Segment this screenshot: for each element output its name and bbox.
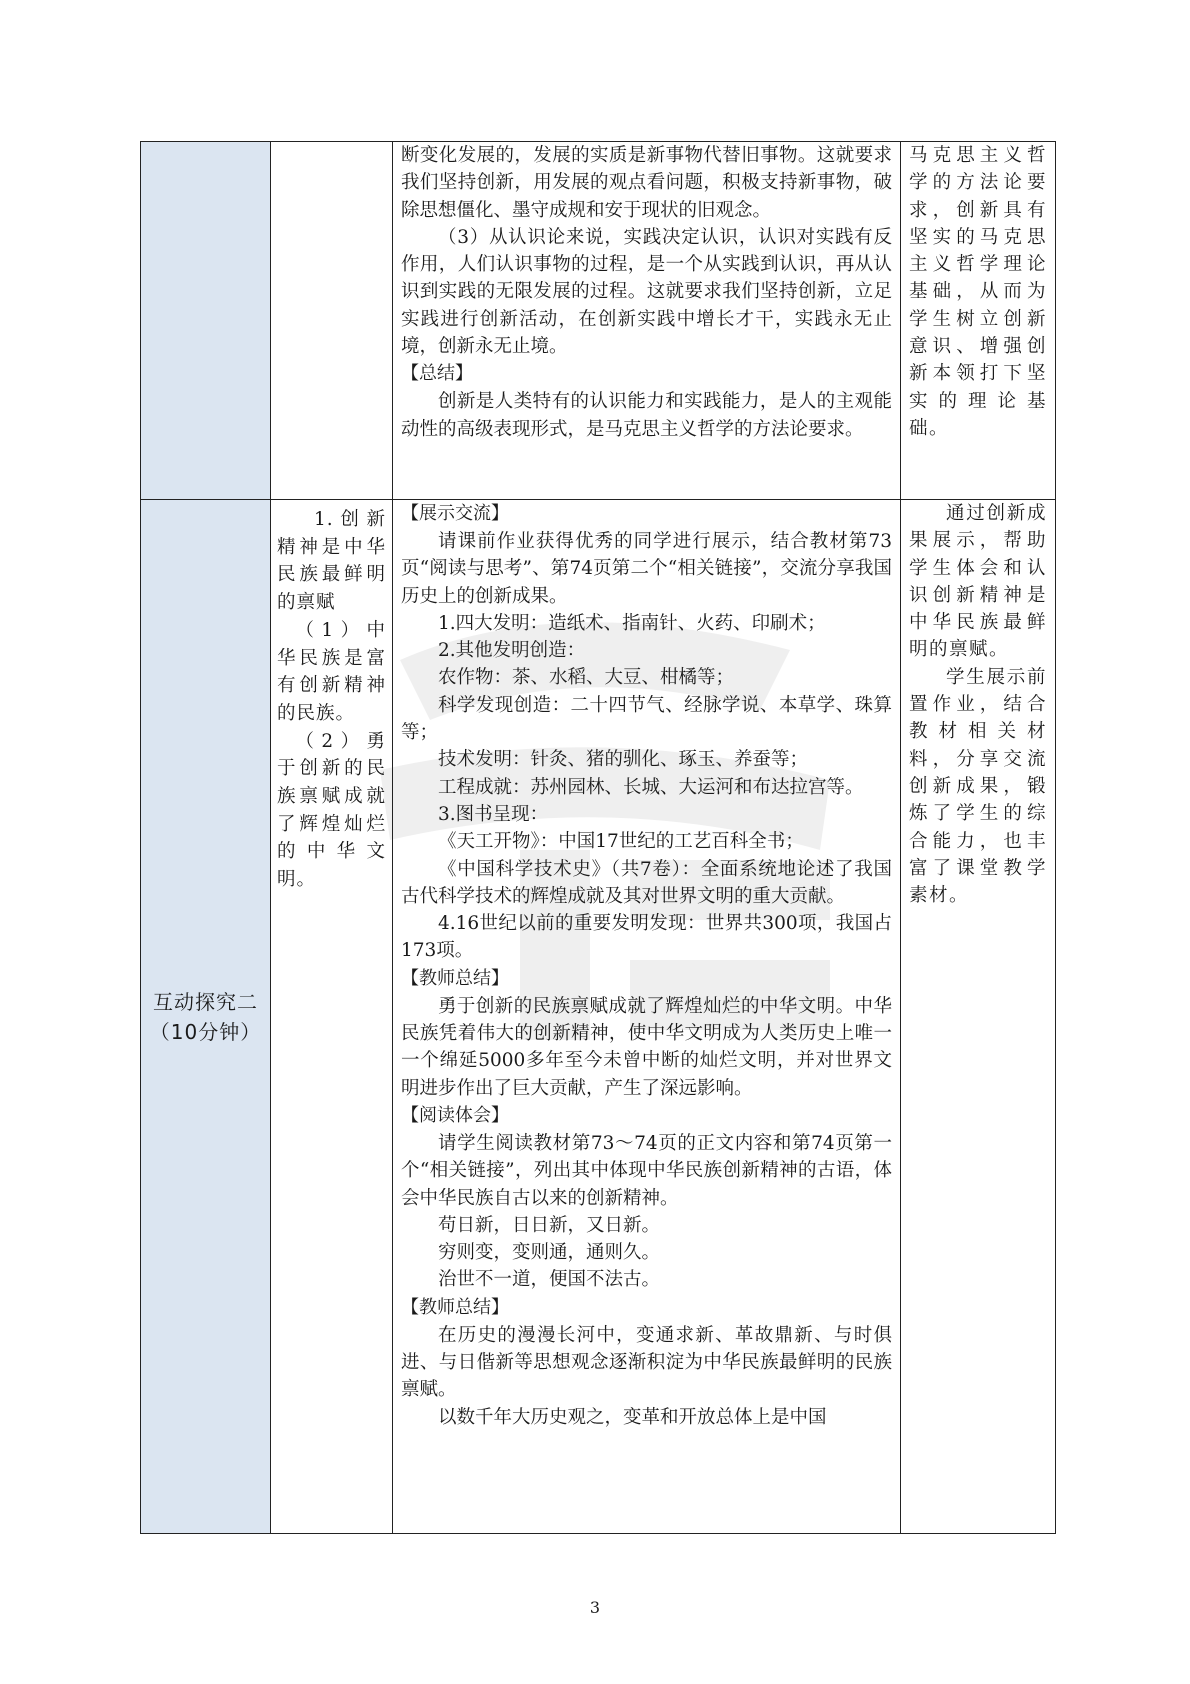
- knowledge-point: （2）勇于创新的民族禀赋成就了辉煌灿烂的中华文明。: [277, 730, 386, 891]
- stage-label-cell: [141, 500, 271, 1534]
- lesson-plan-table: [140, 141, 1056, 1534]
- design-intent-cell: [901, 142, 1056, 500]
- stage-label-title: 互动探究二: [153, 989, 258, 1014]
- activity-paragraph: 断变化发展的，发展的实质是新事物代替旧事物。这就要求我们坚持创新，用发展的观点看问题，积极支持新事物，破除思想僵化、墨守成规和安于现状的旧观念。: [401, 145, 892, 221]
- page-number: 3: [589, 1598, 601, 1617]
- activity-paragraph: 技术发明：针灸、猪的驯化、琢玉、养蚕等；: [438, 749, 809, 771]
- activity-paragraph: 请学生阅读教材第73～74页的正文内容和第74页第一个“相关链接”，列出其中体现中华民族创新精神的古语，体会中华民族自古以来的创新精神。: [401, 1132, 892, 1209]
- design-intent-cell: [901, 500, 1056, 1534]
- knowledge-point: （1）中华民族是富有创新精神的民族。: [277, 619, 386, 724]
- activity-paragraph: 请课前作业获得优秀的同学进行展示，结合教材第73页“阅读与思考”、第74页第二个“相关链接”，交流分享我国历史上的创新成果。: [401, 531, 892, 607]
- table-row: [141, 500, 1056, 1534]
- activity-paragraph: 1.四大发明：造纸术、指南针、火药、印刷术；: [438, 612, 826, 634]
- classical-quote: 穷则变，变则通，通则久。: [438, 1242, 661, 1264]
- stage-label-duration: （10分钟）: [149, 1019, 262, 1044]
- activity-paragraph: （3）从认识论来说，实践决定认识，认识对实践有反作用，人们认识事物的过程，是一个从实践到认识，再从认识到实践的无限发展的过程。这就要求我们坚持创新，立足实践进行创新活动，在创新实践中增长才干，实践永无止境，创新永无止境。: [401, 226, 892, 358]
- table-row: [141, 142, 1056, 500]
- activity-paragraph: 2.其他发明创造：: [438, 640, 586, 662]
- section-heading: 【阅读体会】: [401, 1104, 509, 1126]
- teaching-activity-cell: [393, 142, 901, 500]
- teaching-activity-cell: [393, 500, 901, 1534]
- activity-paragraph: 创新是人类特有的认识能力和实践能力，是人的主观能动性的高级表现形式，是马克思主义哲学的方法论要求。: [401, 391, 892, 440]
- design-intent-text: 马克思主义哲学的方法论要求，创新具有坚实的马克思主义哲学理论基础，从而为学生树立创新意识、增强创新本领打下坚实的理论基础。: [909, 145, 1047, 439]
- knowledge-point-cell: [271, 142, 393, 500]
- section-heading: 【教师总结】: [401, 967, 509, 989]
- activity-paragraph: 农作物：茶、水稻、大豆、柑橘等；: [438, 667, 735, 689]
- activity-paragraph: 4.16世纪以前的重要发明发现：世界共300项，我国占173项。: [401, 913, 892, 962]
- activity-paragraph: 3.图书呈现：: [438, 803, 549, 825]
- activity-paragraph: 以数千年大历史观之，变革和开放总体上是中国: [438, 1406, 827, 1428]
- activity-paragraph: 勇于创新的民族禀赋成就了辉煌灿烂的中华文明。中华民族凭着伟大的创新精神，使中华文明成为人类历史上唯一一个绵延5000多年至今未曾中断的灿烂文明，并对世界文明进步作出了巨大贡献，产生了深远影响。: [401, 995, 892, 1099]
- activity-paragraph: 科学发现创造：二十四节气、经脉学说、本草学、珠算等；: [401, 694, 892, 744]
- stage-label-cell: [141, 142, 271, 500]
- activity-paragraph: 在历史的漫漫长河中，变通求新、革故鼎新、与时俱进、与日偕新等思想观念逐渐积淀为中华民族最鲜明的民族禀赋。: [401, 1324, 892, 1401]
- design-intent-text: 学生展示前置作业，结合教材相关材料，分享交流创新成果，锻炼了学生的综合能力，也丰富了课堂教学素材。: [909, 666, 1047, 907]
- classical-quote: 苟日新，日日新，又日新。: [438, 1214, 661, 1236]
- activity-paragraph: 《中国科学技术史》（共7卷）：全面系统地论述了我国古代科学技术的辉煌成就及其对世界文明的重大贡献。: [401, 858, 892, 907]
- section-heading: 【展示交流】: [401, 503, 509, 524]
- design-intent-text: 通过创新成果展示，帮助学生体会和认识创新精神是中华民族最鲜明的禀赋。: [909, 503, 1047, 661]
- knowledge-point: 1.创新精神是中华民族最鲜明的禀赋: [277, 509, 386, 614]
- classical-quote: 治世不一道，便国不法古。: [438, 1269, 661, 1291]
- activity-paragraph: 工程成就：苏州园林、长城、大运河和布达拉宫等。: [438, 776, 864, 798]
- activity-paragraph: 《天工开物》：中国17世纪的工艺百科全书；: [438, 831, 804, 853]
- knowledge-point-cell: [271, 500, 393, 1534]
- section-heading: 【教师总结】: [401, 1296, 509, 1318]
- section-heading: 【总结】: [401, 363, 473, 385]
- stage-label: [141, 987, 270, 1047]
